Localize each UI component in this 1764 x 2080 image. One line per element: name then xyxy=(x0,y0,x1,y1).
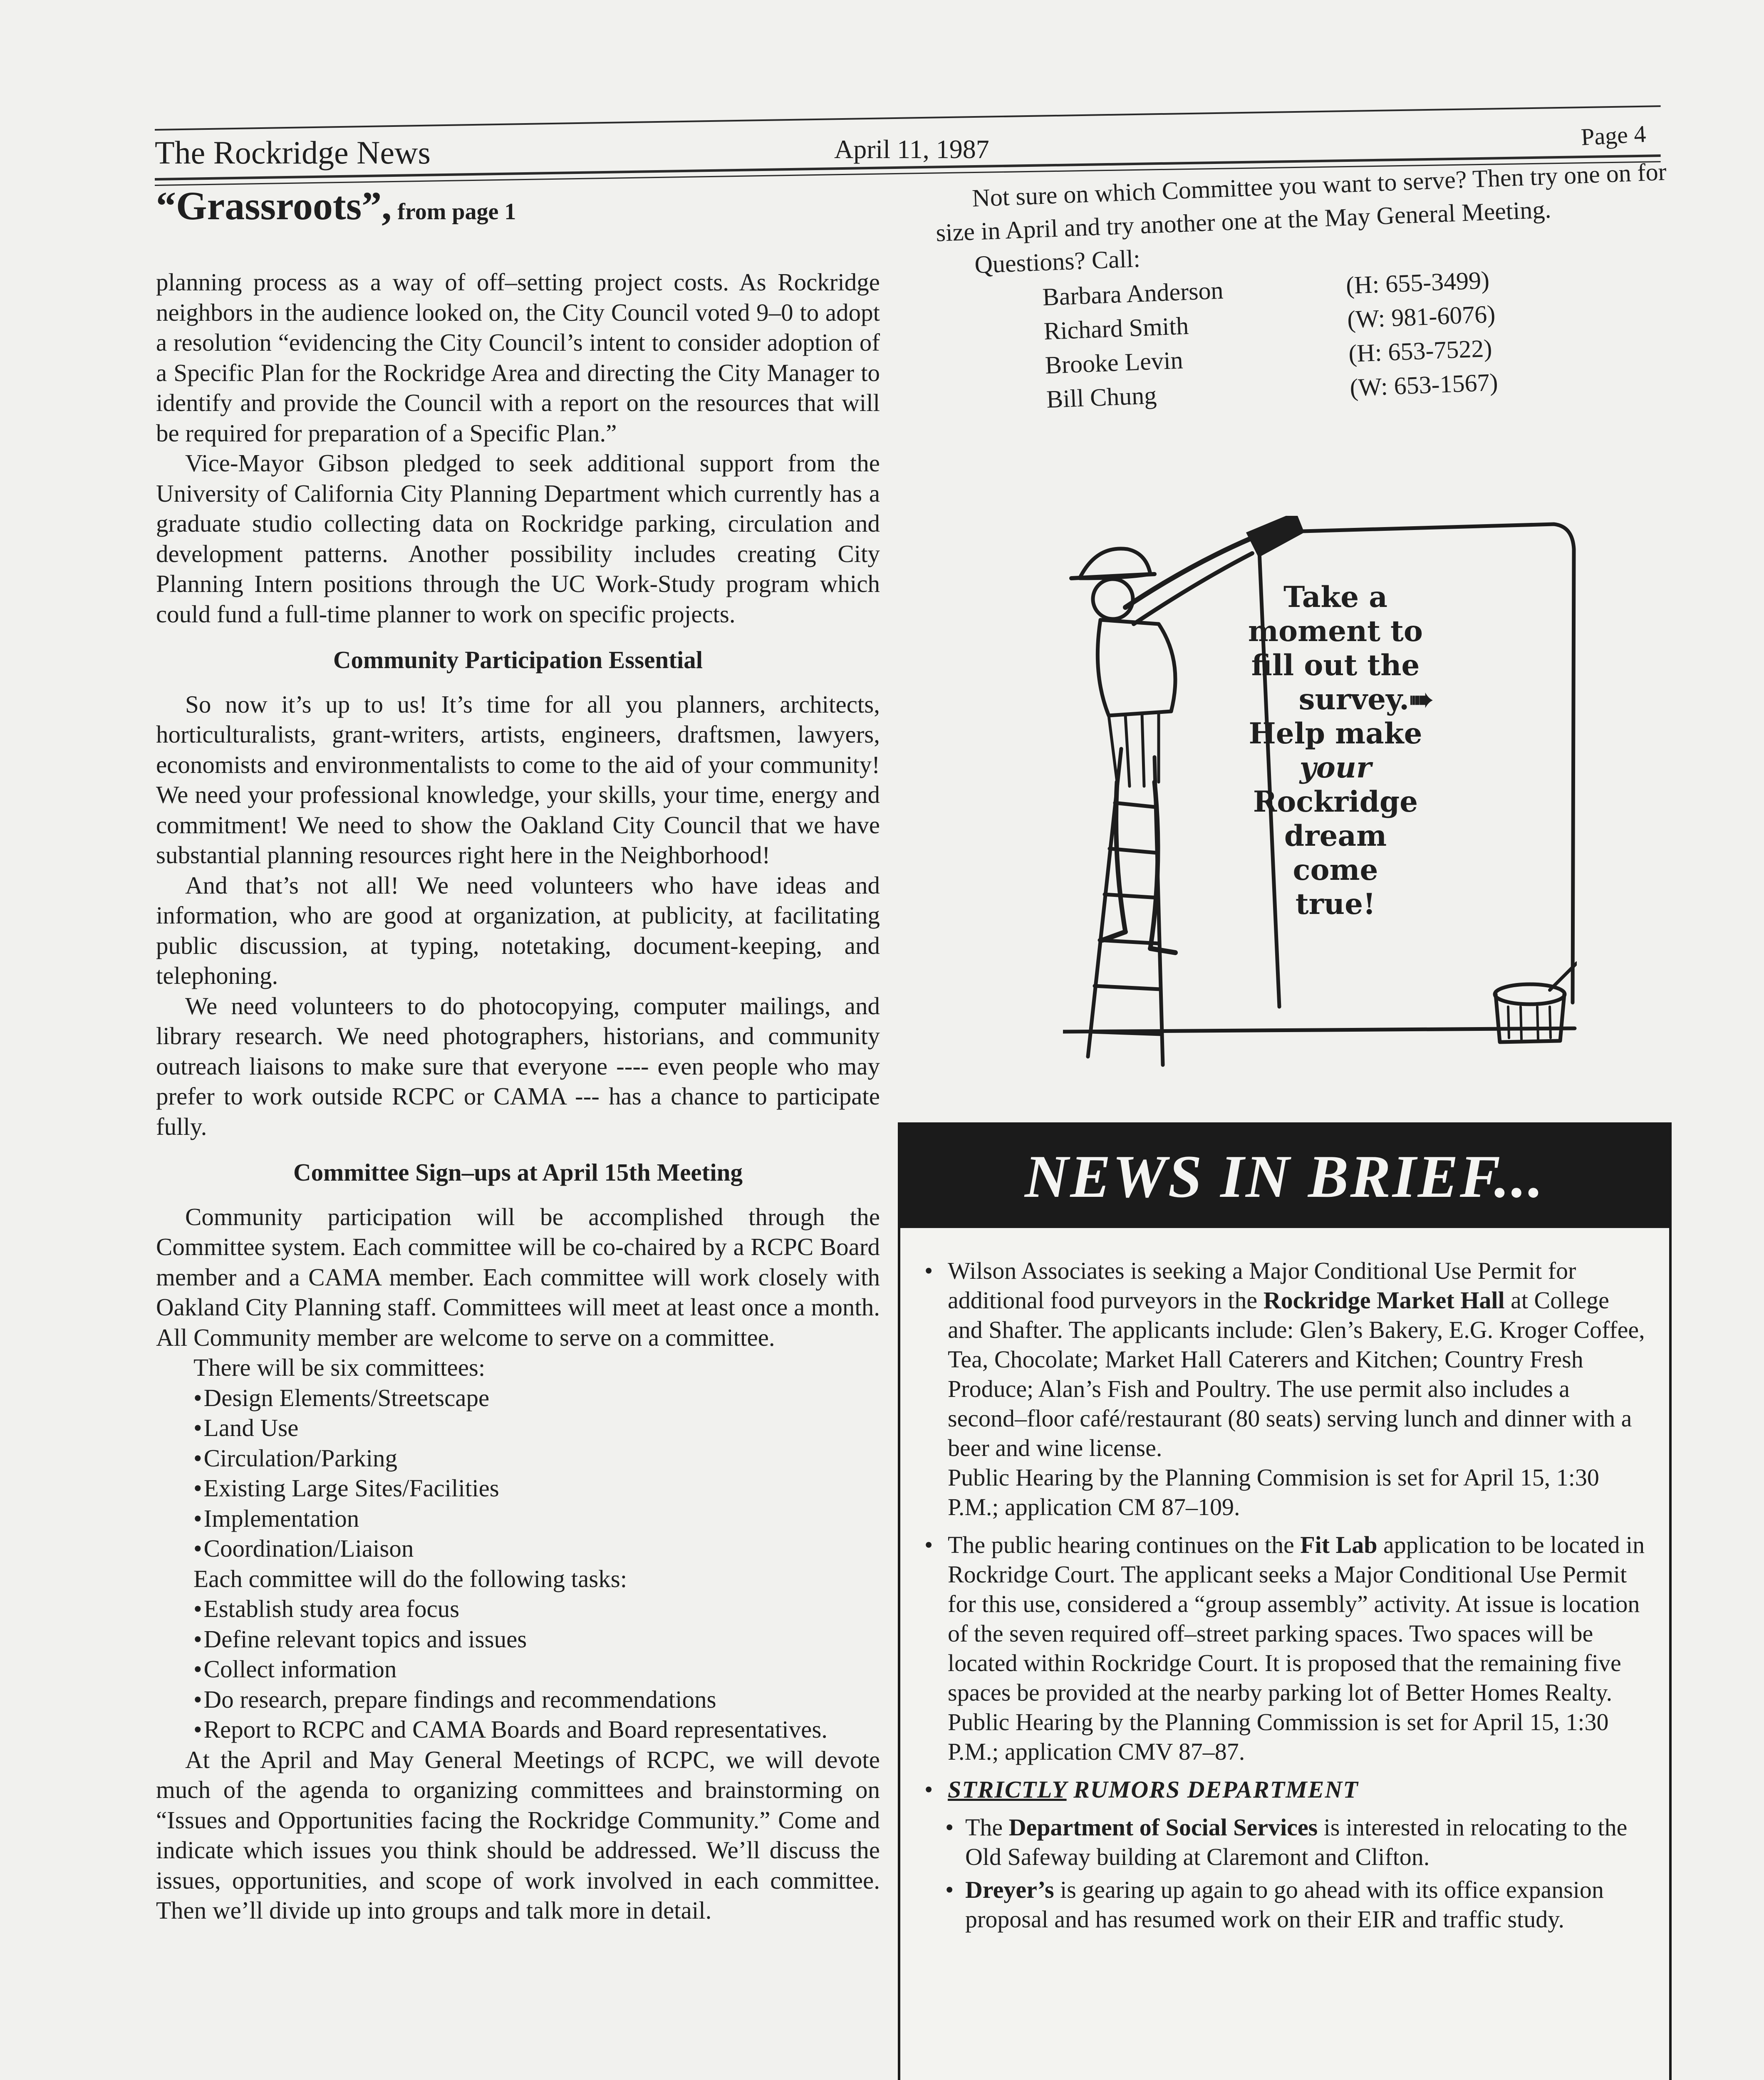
rumors-heading-rest: RUMORS DEPARTMENT xyxy=(1066,1776,1359,1803)
callout-line: Take a xyxy=(1283,580,1387,614)
rumor-item xyxy=(945,1813,1648,1872)
callout-line xyxy=(1238,683,1433,717)
bullet-icon: • xyxy=(924,1531,933,1558)
text-span: The xyxy=(965,1814,1009,1841)
hearing-notice: Public Hearing by the Planning Commision is set for April 15, 1:30 P.M.; application CM 87–109. xyxy=(948,1464,1599,1520)
text-span: The public hearing continues on the xyxy=(948,1531,1301,1558)
callout-line: Help make xyxy=(1249,717,1422,750)
list-item: • Collect information xyxy=(193,1654,880,1684)
text-span: is gearing up again to go ahead with its office expansion proposal and has resumed work on their EIR and traffic study. xyxy=(965,1876,1604,1933)
paragraph: We need volunteers to do photocopying, computer mailings, and library research. We need photographers, historians, and community outreach liaisons to make sure that everyone ---- even people who may prefer to work outside RCPC or CAMA --- has a chance to participate fully. xyxy=(156,992,880,1140)
paragraph: Vice-Mayor Gibson pledged to seek additional support from the University of California City Planning Department which currently has a graduate studio collecting data on Rockridge parking, circulation and development patterns. Another possibility includes creating City Planning Intern positions through the UC Work-Study program which could fund a full-time planner to work on specific projects. xyxy=(156,449,880,628)
list-item: • Existing Large Sites/Facilities xyxy=(193,1473,880,1503)
callout-survey-word: survey. xyxy=(1298,683,1410,716)
paragraph: Community participation will be accomplished through the Committee system. Each committee will be co-chaired by a RCPC Board member and a CAMA member. Each committee will work closely with Oakland City Planning staff. Committees will meet at least once a month. All Community member are welcome to serve on a committee. xyxy=(156,1203,880,1351)
callout-line: dream come xyxy=(1284,819,1387,887)
subheading: Committee Sign–ups at April 15th Meeting xyxy=(293,1159,743,1186)
list-item: • Land Use xyxy=(193,1413,880,1443)
heading-continued-from: from page 1 xyxy=(391,199,516,225)
list-item: • Design Elements/Streetscape xyxy=(193,1383,880,1413)
news-item-text xyxy=(948,1530,1648,1707)
callout-line: Rockridge xyxy=(1253,785,1418,819)
news-item-text xyxy=(948,1256,1648,1463)
rumors-heading xyxy=(948,1775,1359,1804)
tasks-list xyxy=(156,1594,880,1745)
bold-name: Dreyer’s xyxy=(965,1876,1054,1903)
contact-phone: (H: 653-7522) xyxy=(1348,334,1493,368)
callout-line: fill out the xyxy=(1251,649,1420,682)
list-item: • Coordination/Liaison xyxy=(193,1533,880,1564)
bullet-icon: • xyxy=(924,1257,933,1284)
contact-name: Richard Smith xyxy=(1043,312,1189,345)
news-in-brief-body xyxy=(924,1256,1648,1937)
news-in-brief-box xyxy=(898,1122,1672,2080)
paragraph: At the April and May General Meetings of RCPC, we will devote much of the agenda to organizing committees and brainstorming on “Issues and Opportunities facing the Rockridge Community.” Come and indicate which issues you think should be addressed. We’ll discuss the issues, opportunities, and scope of work involved in each committee. Then we’ll divide up into groups and talk more in detail. xyxy=(156,1746,880,1924)
contact-name: Barbara Anderson xyxy=(1042,276,1224,311)
text-span: at College and Shafter. The applicants include: Glen’s Bakery, E.G. Kroger Coffee, Tea, Chocolate; Market Hall Caterers and Kitchen; Country Fresh Produce; Alan’s Fish and Poultry. The use permit also includes a second–floor café/restaurant (80 seats) serving lunch and dinner with a beer and wine license. xyxy=(948,1287,1645,1461)
survey-callout xyxy=(1238,580,1433,921)
news-item xyxy=(924,1775,1648,1804)
news-item xyxy=(924,1530,1648,1766)
list-item: • Define relevant topics and issues xyxy=(193,1624,880,1654)
page-number: Page 4 xyxy=(1580,120,1647,151)
news-item xyxy=(924,1256,1648,1522)
rumor-text xyxy=(965,1813,1648,1872)
tasks-intro: Each committee will do the following tasks: xyxy=(193,1565,627,1592)
contact-phone: (H: 655-3499) xyxy=(1345,266,1490,300)
paragraph: And that’s not all! We need volunteers who have ideas and information, who are good at organization, at publicity, at facilitating public discussion, at typing, notetaking, document-keeping, and telephoning. xyxy=(156,871,880,989)
newsletter-title: The Rockridge News xyxy=(155,134,431,171)
contacts-list xyxy=(938,256,1683,426)
heading-title: “Grassroots”, xyxy=(156,183,392,228)
bullet-icon: • xyxy=(945,1876,954,1903)
bullet-icon: • xyxy=(924,1776,933,1803)
news-in-brief-header: NEWS IN BRIEF... xyxy=(900,1125,1669,1228)
bold-name: Rockridge Market Hall xyxy=(1263,1287,1505,1314)
bullet-icon: • xyxy=(945,1814,954,1841)
committees-list xyxy=(156,1383,880,1564)
bold-name: Department of Social Services xyxy=(1008,1814,1318,1841)
callout-line: your xyxy=(1299,751,1372,785)
list-item: • Report to RCPC and CAMA Boards and Board representatives. xyxy=(193,1714,880,1745)
paragraph: Not sure on which Committee you want to serve? Then try one on for size in April and try another one at the May General Meeting. xyxy=(935,158,1667,247)
paragraph: planning process as a way of off–setting project costs. As Rockridge neighbors in the audience looked on, the City Council voted 9–0 to adopt a resolution “evidencing the City Council’s intent to consider adoption of a Specific Plan for the Rockridge Area and directing the City Manager to identify and provide the Council with a report on the resources that will be required for preparation of a Specific Plan.” xyxy=(156,268,880,447)
subheading: Community Participation Essential xyxy=(333,646,703,674)
callout-line: moment to xyxy=(1248,614,1423,648)
masthead-top-rule xyxy=(155,105,1661,131)
committees-intro: There will be six committees: xyxy=(193,1354,486,1381)
questions-label: Questions? Call: xyxy=(974,245,1141,279)
list-item: • Establish study area focus xyxy=(193,1594,880,1624)
list-item: • Circulation/Parking xyxy=(193,1443,880,1473)
bold-name: Fit Lab xyxy=(1300,1531,1378,1558)
text-span: Wilson Associates is seeking a Major Conditional Use Permit for additional food purveyors in the xyxy=(948,1257,1576,1314)
list-item: • Implementation xyxy=(193,1503,880,1534)
text-span: application to be located in Rockridge Court. The applicant seeks a Major Conditional Use Permit for this use, considered a “group assembly” activity. At issue is location of the seven required off–street parking spaces. Two spaces will be located within Rockridge Court. It is proposed that the remaining five spaces be provided at the nearby parking lot of Better Homes Realty. xyxy=(948,1531,1645,1706)
rumors-heading-underlined: STRICTLY xyxy=(948,1776,1067,1803)
contact-name: Brooke Levin xyxy=(1044,346,1184,379)
contact-phone: (W: 981-6076) xyxy=(1347,300,1496,334)
contact-phone: (W: 653-1567) xyxy=(1349,368,1499,401)
hearing-notice: Public Hearing by the Planning Commission is set for April 15, 1:30 P.M.; application CMV 87–87. xyxy=(948,1709,1609,1765)
rumors-list xyxy=(945,1813,1648,1934)
text-span: is interested in relocating to the Old Safeway building at Claremont and Clifton. xyxy=(965,1814,1628,1870)
left-column xyxy=(156,183,880,1926)
contact-name: Bill Chung xyxy=(1046,381,1157,413)
list-item: • Do research, prepare findings and recommendations xyxy=(193,1684,880,1715)
paragraph: So now it’s up to us! It’s time for all you planners, architects, horticulturalists, grant-writers, artists, engineers, draftsmen, lawyers, economists and environmentalists to come to the aid of your community! We need your professional knowledge, your skills, your time, energy and commitment! We need to show the Oakland City Council that we have substantial planning resources right here in the Neighborhood! xyxy=(156,690,880,869)
committee-contacts-section xyxy=(934,155,1683,426)
callout-line: true! xyxy=(1295,887,1376,921)
rumor-text xyxy=(965,1875,1648,1934)
article-heading xyxy=(156,183,880,235)
arrow-right-icon: ➠ xyxy=(1409,683,1433,716)
rumor-item xyxy=(945,1875,1648,1934)
issue-date: April 11, 1987 xyxy=(834,134,989,164)
